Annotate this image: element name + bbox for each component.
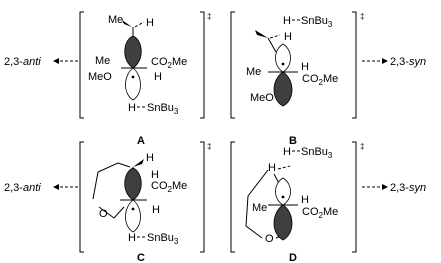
dagger-b: ‡	[360, 12, 365, 21]
group-b-top-h: H	[284, 31, 292, 43]
outcome-c: 2,3-anti	[4, 182, 41, 194]
arrowhead-c	[53, 184, 59, 190]
bracket-left-d	[231, 142, 235, 252]
group-a-tin-h: H	[128, 102, 136, 114]
group-a-meo: MeO	[88, 71, 112, 83]
group-c-h: H	[152, 204, 160, 216]
orbital-d-lower	[274, 205, 292, 240]
radical-dot-d	[282, 196, 285, 199]
bracket-left-a	[80, 12, 84, 118]
panel-d	[231, 142, 426, 263]
wedge-b-top	[255, 30, 268, 38]
bracket-left-c	[80, 142, 84, 252]
group-a-ester: $CO_2Me$	[151, 56, 188, 70]
bracket-left-b	[231, 12, 235, 118]
group-d-tin-h: H	[283, 146, 291, 158]
radical-dot-a	[132, 76, 135, 79]
group-c-h2: H	[151, 169, 159, 181]
orbital-a-upper	[125, 36, 142, 68]
group-b-meo: MeO	[250, 92, 274, 104]
dagger-d: ‡	[360, 142, 365, 151]
bracket-right-b	[352, 12, 356, 118]
group-c-ester: $CO_2Me$	[151, 180, 188, 194]
bracket-right-d	[352, 142, 356, 252]
group-a-tin: SnBu$_3$	[147, 102, 179, 116]
dagger-c: ‡	[207, 142, 212, 151]
group-a-top-h: H	[146, 17, 154, 29]
group-b-tin: SnBu$_3$	[301, 15, 333, 29]
wedge-c-top	[133, 159, 144, 167]
outcome-d: 2,3-syn	[390, 182, 427, 194]
group-b-ester: $CO_2Me$	[302, 73, 339, 87]
outcome-b: 2,3-syn	[390, 56, 427, 68]
group-d-o: O	[265, 233, 274, 245]
bond-b-top	[268, 38, 276, 52]
label-d: D	[289, 252, 297, 263]
radical-dot-c	[132, 208, 135, 211]
wedge-a-top	[122, 20, 132, 27]
group-a-me: Me	[95, 55, 111, 67]
group-c-o: O	[99, 208, 108, 220]
outcome-a: 2,3-anti	[4, 56, 41, 68]
group-d-ester: $CO_2Me$	[302, 206, 339, 220]
orbital-d-upper	[276, 178, 291, 205]
hash-b-top	[270, 35, 280, 38]
arrowhead-d	[382, 184, 388, 190]
group-c-top-h: H	[146, 152, 154, 164]
group-a-top-me: Me	[108, 14, 124, 26]
arrowhead-a	[53, 58, 59, 64]
label-b: B	[289, 135, 297, 147]
hash-a-top	[135, 22, 144, 27]
bracket-right-c	[200, 142, 204, 252]
arrowhead-b	[382, 58, 388, 64]
orbital-c-upper	[125, 168, 142, 200]
panel-b	[231, 12, 426, 147]
label-c: C	[137, 252, 145, 263]
orbital-a-lower	[126, 68, 141, 100]
group-b-h: H	[301, 61, 309, 73]
group-b-tin-h: H	[283, 15, 291, 27]
panel-a	[4, 12, 211, 147]
panel-c	[4, 142, 211, 263]
orbital-b-upper	[276, 44, 291, 72]
radical-dot-b	[282, 63, 285, 66]
orbital-b-lower	[274, 72, 292, 106]
group-c-tin-h: H	[128, 232, 136, 244]
bracket-right-a	[200, 12, 204, 118]
orbital-c-lower	[126, 200, 141, 232]
hash-d-top	[278, 166, 290, 169]
label-a: A	[137, 135, 145, 147]
ring-c-upper	[93, 163, 130, 199]
group-d-top-h: H	[268, 162, 276, 174]
group-b-me: Me	[246, 66, 262, 78]
group-d-me: Me	[252, 202, 268, 214]
group-a-h: H	[154, 71, 162, 83]
dagger-a: ‡	[207, 12, 212, 21]
group-d-tin: SnBu$_3$	[301, 146, 333, 160]
group-d-h: H	[301, 194, 309, 206]
group-c-tin: SnBu$_3$	[147, 232, 179, 246]
